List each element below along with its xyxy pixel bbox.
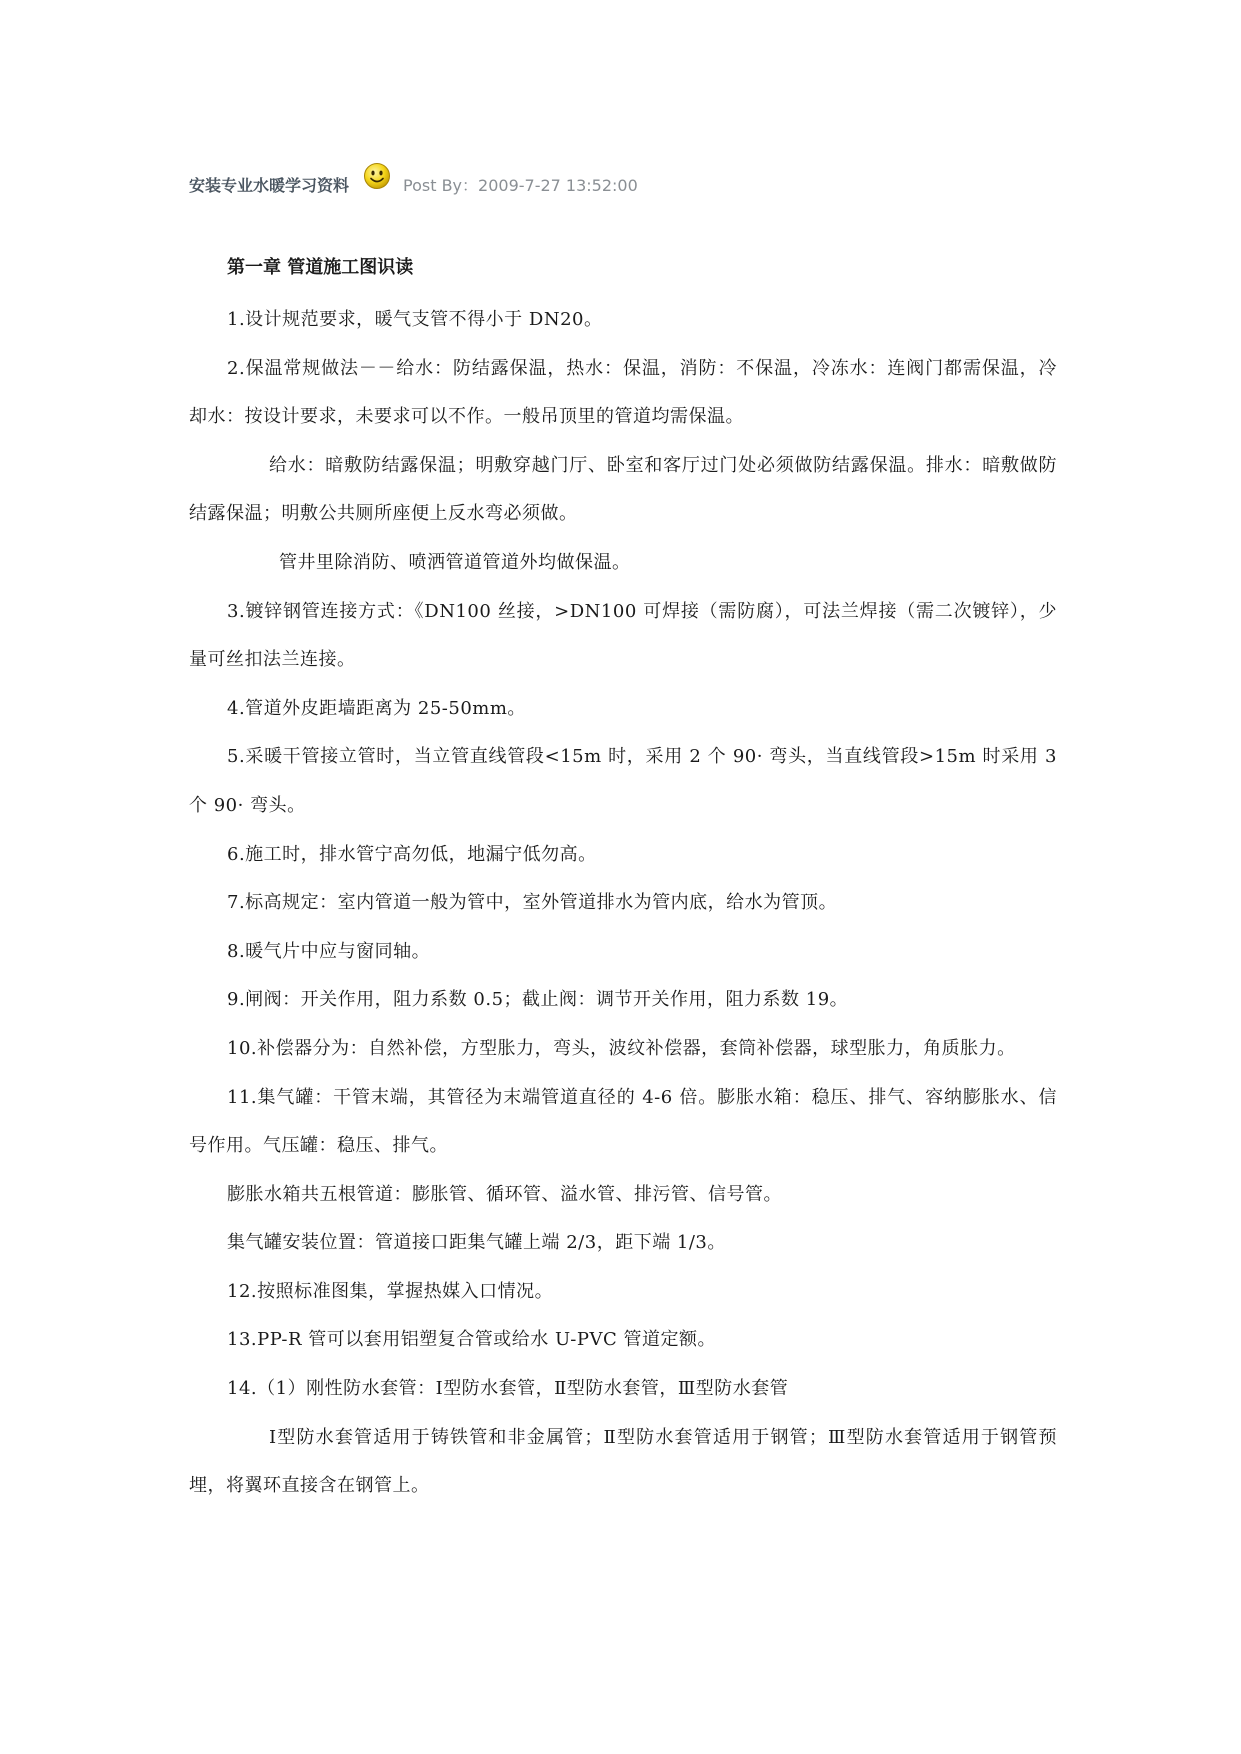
paragraph: 14.（1）刚性防水套管：Ⅰ型防水套管，Ⅱ型防水套管，Ⅲ型防水套管 bbox=[227, 1378, 789, 1400]
paragraph: 12.按照标准图集，掌握热媒入口情况。 bbox=[227, 1280, 554, 1302]
paragraph: 给水：暗敷防结露保温；明敷穿越门厅、卧室和客厅过门处必须做防结露保温。排水：暗敷做防结露保温；明敷公共厕所座便上反水弯必须做。 bbox=[189, 454, 1057, 525]
paragraph: 集气罐安装位置：管道接口距集气罐上端 2/3，距下端 1/3。 bbox=[227, 1232, 726, 1254]
paragraph: 7.标高规定：室内管道一般为管中，室外管道排水为管内底，给水为管顶。 bbox=[227, 892, 838, 914]
paragraph: 5.采暖干管接立管时，当立管直线管段<15m 时，采用 2 个 90· 弯头，当直线管段>15m 时采用 3 个 90· 弯头。 bbox=[189, 746, 1057, 816]
paragraph: 11.集气罐：干管末端，其管径为末端管道直径的 4-6 倍。膨胀水箱：稳压、排气、容纳膨胀水、信号作用。气压罐：稳压、排气。 bbox=[189, 1086, 1057, 1157]
post-meta: Post By：2009-7-27 13:52:00 bbox=[403, 175, 638, 195]
post-title[interactable]: 安装专业水暖学习资料 bbox=[189, 175, 350, 195]
post-header bbox=[189, 164, 638, 204]
paragraph: 13.PP-R 管可以套用铝塑复合管或给水 U-PVC 管道定额。 bbox=[227, 1329, 716, 1351]
paragraph: 1.设计规范要求，暖气支管不得小于 DN20。 bbox=[227, 309, 603, 330]
paragraph: 10.补偿器分为：自然补偿，方型胀力，弯头，波纹补偿器，套筒补偿器，球型胀力，角质胀力。 bbox=[227, 1037, 1016, 1059]
smiley-icon bbox=[363, 162, 391, 190]
paragraph: 4.管道外皮距墙距离为 25-50mm。 bbox=[227, 697, 526, 719]
chapter-title: 第一章 管道施工图识读 bbox=[227, 257, 414, 278]
paragraph: Ⅰ型防水套管适用于铸铁管和非金属管；Ⅱ型防水套管适用于钢管；Ⅲ型防水套管适用于钢管预埋，将翼环直接含在钢管上。 bbox=[189, 1426, 1057, 1497]
paragraph: 膨胀水箱共五根管道：膨胀管、循环管、溢水管、排污管、信号管。 bbox=[227, 1183, 782, 1205]
paragraph: 管井里除消防、喷洒管道管道外均做保温。 bbox=[279, 551, 631, 573]
paragraph: 9.闸阀：开关作用，阻力系数 0.5；截止阀：调节开关作用，阻力系数 19。 bbox=[227, 989, 849, 1011]
article-body bbox=[189, 248, 1057, 1511]
paragraph: 2.保温常规做法－－给水：防结露保温，热水：保温，消防：不保温，冷冻水：连阀门都需保温，冷却水：按设计要求，未要求可以不作。一般吊顶里的管道均需保温。 bbox=[189, 357, 1057, 428]
paragraph: 3.镀锌钢管连接方式：《DN100 丝接，>DN100 可焊接（需防腐），可法兰焊接（需二次镀锌），少量可丝扣法兰连接。 bbox=[189, 600, 1057, 671]
paragraph: 8.暖气片中应与窗同轴。 bbox=[227, 940, 431, 962]
paragraph: 6.施工时，排水管宁高勿低，地漏宁低勿高。 bbox=[227, 843, 597, 865]
